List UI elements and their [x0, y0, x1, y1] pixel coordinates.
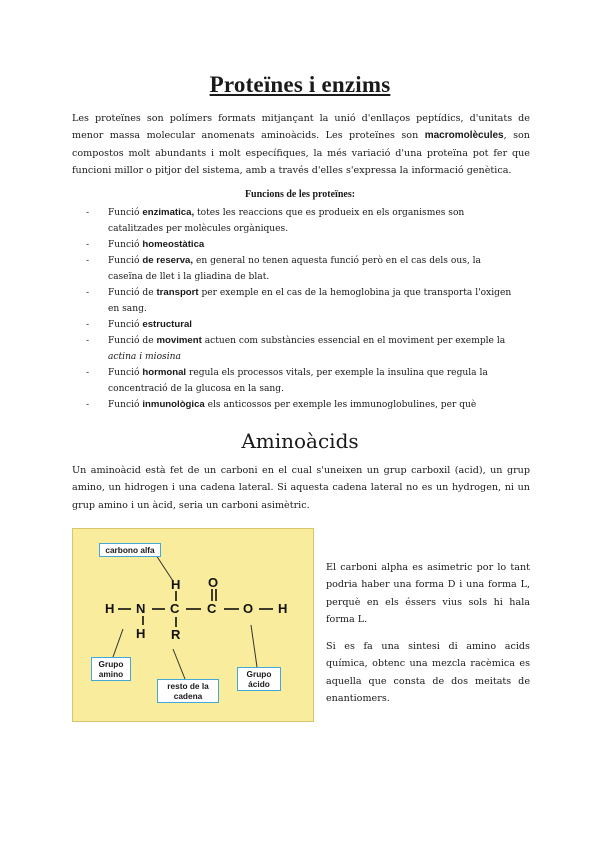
list-item: [86, 237, 516, 253]
intro-paragraph: [72, 110, 530, 179]
bullet-dash: -: [86, 288, 90, 298]
functions-heading: Funcions de les proteïnes:: [244, 189, 356, 200]
item-text: regula els processos vitals, per exemple la insulina que regula la concentració de la glucosa en la sang.: [108, 368, 488, 394]
intro-text-2: , son compostos molt abundants i molt específiques, la més variació d'una proteïna pot fer que funcioni millor o pitjor del sistema, amb a través d'elles s'expressa la informació genètica.: [72, 130, 530, 176]
item-bold: moviment: [156, 335, 202, 346]
atom-o: O: [243, 601, 254, 616]
atom-c-carboxyl: C: [207, 601, 217, 616]
item-text: Funció: [108, 256, 143, 266]
item-bold: inmunològica: [142, 399, 205, 410]
bullet-dash: -: [86, 400, 90, 410]
item-text: en general no tenen aquesta funció però en el cas dels ous, la caseïna de llet i la gliadina de blat.: [108, 256, 481, 282]
intro-bold-term: macromolècules: [424, 130, 504, 142]
item-text: totes les reaccions que es produeix en els organismes son catalitzades per molècules orgàniques.: [108, 208, 465, 234]
intro-text-1: Les proteïnes son polímers formats mitjançant la unió d'enllaços peptídics, d'unitats de menor massa molecular anomenats aminoàcids. Les proteïnes son: [72, 113, 530, 142]
bullet-dash: -: [86, 240, 90, 250]
item-text: els anticossos per exemple les immunoglobulines, per què: [204, 400, 477, 410]
callout-line-amino: [113, 629, 123, 657]
label-grupo-amino: Grupo amino: [91, 657, 131, 681]
functions-list: [86, 205, 516, 413]
label-carbono-alfa: carbono alfa: [99, 543, 161, 557]
atom-n: N: [136, 601, 146, 616]
bullet-dash: -: [86, 256, 90, 266]
atom-c-alpha: C: [170, 601, 180, 616]
item-text: actuen com substàncies essencial en el moviment per exemple la: [201, 336, 506, 346]
item-bold: estructural: [142, 319, 192, 330]
atom-o-top: O: [208, 575, 219, 590]
atom-h-left: H: [105, 601, 115, 616]
callout-line-side: [173, 649, 185, 679]
list-item: [86, 317, 516, 333]
list-item: [86, 285, 516, 317]
list-item: [86, 205, 516, 237]
item-bold: transport: [156, 287, 199, 298]
item-text: Funció: [108, 320, 143, 330]
item-text: Funció: [108, 368, 143, 378]
item-text: Funció de: [108, 288, 157, 298]
item-bold: de reserva,: [142, 255, 194, 266]
side-paragraph-2: Si es fa una sintesi di amino acids química, obtenc una mezcla racèmica es aquella que consta de dos meitats de enantiomers.: [326, 641, 530, 705]
label-resto-cadena: resto de la cadena: [157, 679, 219, 703]
list-item: [86, 333, 516, 365]
atom-h-top: H: [171, 577, 181, 592]
list-item: [86, 365, 516, 397]
bullet-dash: -: [86, 320, 90, 330]
item-bold: homeostàtica: [142, 239, 205, 250]
item-text: Funció de: [108, 336, 157, 346]
item-text: Funció: [108, 400, 143, 410]
item-text: Funció: [108, 208, 143, 218]
side-text: [326, 559, 530, 717]
amino-acid-diagram: [72, 528, 314, 722]
item-text: per exemple en el cas de la hemoglobina ja que transporta l'oxigen en sang.: [108, 288, 512, 314]
atom-h-right: H: [278, 601, 288, 616]
bullet-dash: -: [86, 336, 90, 346]
callout-line-acid: [251, 625, 257, 667]
item-italic: actina i miosina: [108, 352, 181, 362]
aminoacids-paragraph: Un aminoàcid està fet de un carboni en el cual s'uneixen un grup carboxil (acid), un grup amino, un hidrogen i una cadena lateral. Si aquesta cadena lateral no es un hydrogen, ni un grup amino i un àcid, seria un carboni asimètric.: [72, 465, 530, 511]
item-bold: hormonal: [142, 367, 187, 378]
page-title: Proteïnes i enzims: [209, 72, 391, 97]
item-bold: enzimatica,: [142, 207, 195, 218]
list-item: [86, 397, 516, 413]
aminoacids-heading: Aminoàcids: [241, 429, 359, 453]
atom-h-below-n: H: [136, 626, 146, 641]
atom-r: R: [171, 627, 181, 642]
side-paragraph-1: El carboni alpha es asimetric por lo tant podria haber una forma D i una forma L, perquè en els éssers vius sols hi hala forma L.: [326, 562, 530, 625]
bullet-dash: -: [86, 368, 90, 378]
bullet-dash: -: [86, 208, 90, 218]
label-grupo-acido: Grupo ácido: [237, 667, 281, 691]
list-item: [86, 253, 516, 285]
item-text: Funció: [108, 240, 143, 250]
